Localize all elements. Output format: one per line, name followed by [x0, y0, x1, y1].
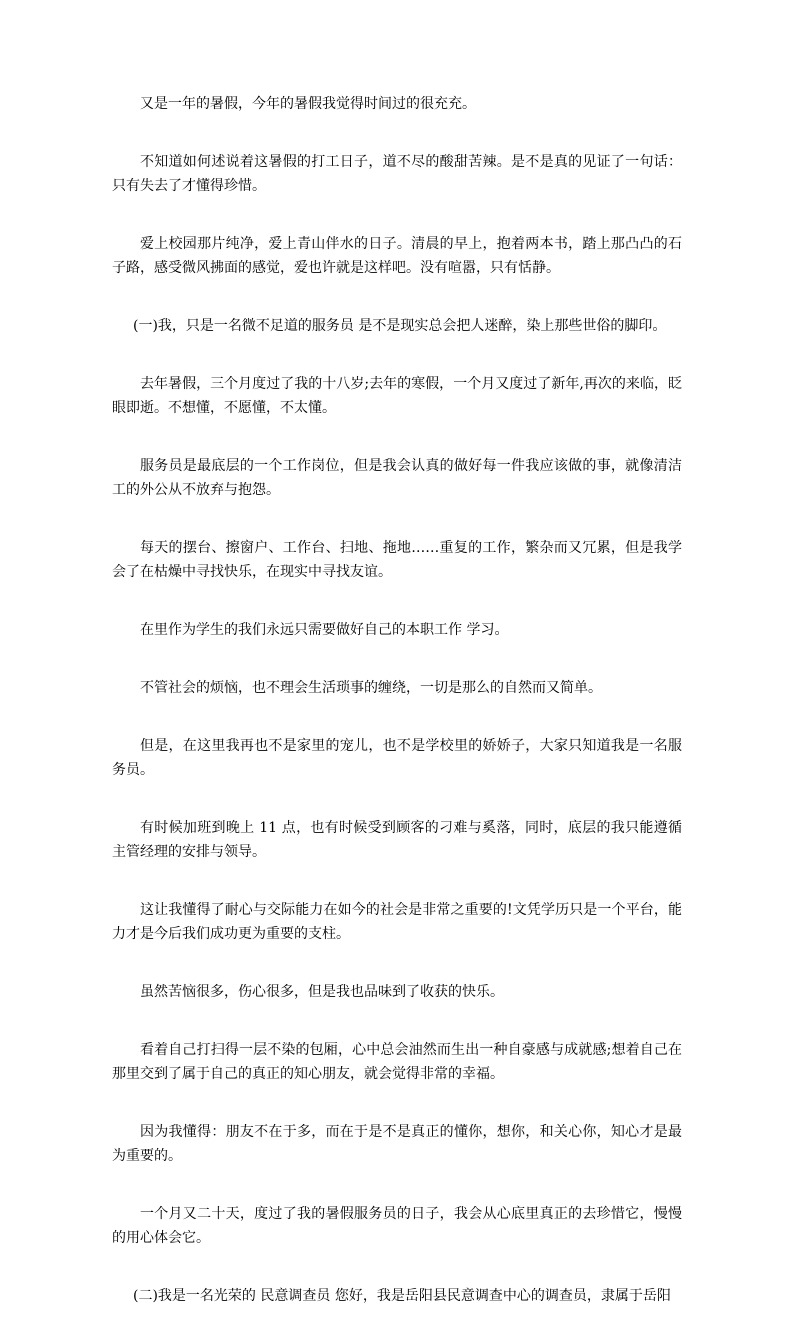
- paragraph-14: 看着自己打扫得一层不染的包厢，心中总会油然而生出一种自豪感与成就感;想着自己在那里交到了属于自己的真正的知心朋友，就会觉得非常的幸福。: [112, 1042, 682, 1082]
- paragraph-8: 在里作为学生的我们永远只需要做好自己的本职工作 学习。: [140, 622, 509, 638]
- paragraph-9: 不管社会的烦恼，也不理会生活琐事的缠绕，一切是那么的自然而又简单。: [140, 680, 602, 696]
- paragraph-10: 但是，在这里我再也不是家里的宠儿，也不是学校里的娇娇子，大家只知道我是一名服务员。: [112, 738, 682, 778]
- paragraph-6: 服务员是最底层的一个工作岗位，但是我会认真的做好每一件我应该做的事，就像清洁工的外公从不放弃与抱怨。: [112, 458, 682, 498]
- document-body: [112, 92, 682, 1342]
- paragraph-16: 一个月又二十天，度过了我的暑假服务员的日子，我会从心底里真正的去珍惜它，慢慢的用心体会它。: [112, 1206, 682, 1246]
- paragraph-2: 不知道如何述说着这暑假的打工日子，道不尽的酸甜苦辣。是不是真的见证了一句话：只有失去了才懂得珍惜。: [112, 154, 682, 194]
- paragraph-15: 因为我懂得：朋友不在于多，而在于是不是真正的懂你，想你，和关心你，知心才是最为重要的。: [112, 1124, 682, 1164]
- paragraph-5: 去年暑假，三个月度过了我的十八岁;去年的寒假，一个月又度过了新年,再次的来临，眨眼即逝。不想懂，不愿懂，不太懂。: [112, 376, 682, 416]
- paragraph-1: 又是一年的暑假，今年的暑假我觉得时间过的很充充。: [140, 96, 476, 112]
- paragraph-3: 爱上校园那片纯净，爱上青山伴水的日子。清晨的早上，抱着两本书，踏上那凸凸的石子路，感受微风拂面的感觉，爱也许就是这样吧。没有喧嚣，只有恬静。: [112, 236, 682, 276]
- paragraph-11: 有时候加班到晚上 11 点，也有时候受到顾客的刁难与奚落，同时，底层的我只能遵循主管经理的安排与领导。: [112, 820, 682, 860]
- section-heading-2: (二)我是一名光荣的 民意调查员 您好，我是岳阳县民意调查中心的调查员，隶属于岳阳: [133, 1288, 671, 1304]
- paragraph-12: 这让我懂得了耐心与交际能力在如今的社会是非常之重要的!文凭学历只是一个平台，能力才是今后我们成功更为重要的支柱。: [112, 902, 682, 942]
- paragraph-13: 虽然苦恼很多，伤心很多，但是我也品味到了收获的快乐。: [140, 984, 504, 1000]
- section-heading-1: (一)我，只是一名微不足道的服务员 是不是现实总会把人迷醉，染上那些世俗的脚印。: [133, 318, 667, 334]
- paragraph-7: 每天的摆台、擦窗户、工作台、扫地、拖地……重复的工作，繁杂而又冗累，但是我学会了在枯燥中寻找快乐，在现实中寻找友谊。: [112, 540, 682, 580]
